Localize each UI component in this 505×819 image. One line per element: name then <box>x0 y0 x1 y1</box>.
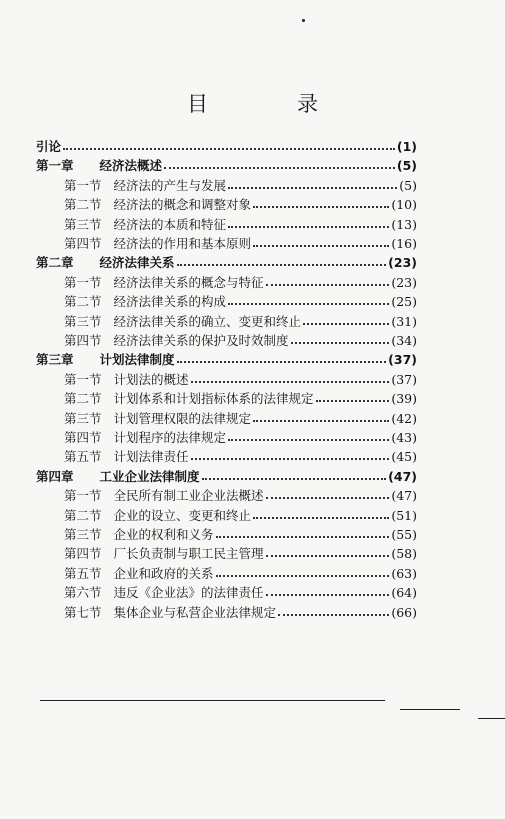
toc-dot-leader <box>253 420 389 422</box>
toc-entry-title: 全民所有制工业企业法概述 <box>113 488 264 504</box>
toc-section-row <box>64 506 417 526</box>
toc-entry-label: 第一节 <box>64 488 102 504</box>
toc-entry-title: 厂长负责制与职工民主管理 <box>113 546 264 562</box>
toc-entry-label: 引论 <box>36 139 62 154</box>
toc-entry-title: 经济法概述 <box>99 158 163 174</box>
toc-page-number: (10) <box>391 197 417 213</box>
toc-entry-label: 第四节 <box>64 333 102 348</box>
toc-dot-leader <box>177 264 387 266</box>
toc-entry-title: 企业的设立、变更和终止 <box>113 507 252 523</box>
toc-entry-title: 计划法律责任 <box>113 449 189 465</box>
toc-page-number: (23) <box>388 255 417 271</box>
toc-section-row <box>64 292 417 312</box>
toc-section-row <box>64 583 417 603</box>
toc-page-number: (1) <box>396 139 417 154</box>
toc-entry-label: 第二节 <box>64 507 102 523</box>
toc-chapter-row <box>36 253 417 273</box>
toc-section-row <box>64 447 417 467</box>
toc-entry-label: 第三章 <box>36 352 74 368</box>
toc-page-number: (5) <box>399 177 417 193</box>
toc-entry-label: 第四章 <box>36 468 74 484</box>
toc-entry-label: 第一节 <box>64 177 102 193</box>
toc-entry-title: 经济法律关系的概念与特征 <box>113 274 264 290</box>
toc-dot-leader <box>266 497 390 499</box>
toc-page-number: (64) <box>391 585 417 601</box>
toc-dot-leader <box>177 361 387 363</box>
toc-section-row <box>64 486 417 506</box>
toc-page-number: (16) <box>391 236 417 251</box>
toc-entry-label: 第五节 <box>64 565 102 581</box>
page-title: 目 录 <box>187 92 352 116</box>
toc-dot-leader <box>253 245 389 247</box>
toc-dot-leader <box>278 614 389 616</box>
toc-page-number: (51) <box>391 507 417 523</box>
toc-entry-label: 第二节 <box>64 197 102 213</box>
toc-entry-title: 计划体系和计划指标体系的法律规定 <box>113 391 314 407</box>
toc-section-row <box>64 603 417 623</box>
toc-entry-title: 计划法的概述 <box>113 371 189 387</box>
toc-dot-leader <box>316 400 390 402</box>
toc-entry-title: 经济法的概念和调整对象 <box>113 197 252 213</box>
toc-section-row <box>64 409 417 429</box>
toc-page-number: (25) <box>391 294 417 310</box>
toc-page-number: (43) <box>391 430 417 445</box>
bottom-rule-2 <box>400 709 460 710</box>
toc-entry-label: 第一节 <box>64 371 102 387</box>
toc-entry-title: 经济法律关系的构成 <box>113 294 227 310</box>
toc-dot-leader <box>228 303 389 305</box>
toc-dot-leader <box>191 381 390 383</box>
toc-dot-leader <box>164 167 395 169</box>
toc-page-number: (39) <box>391 391 417 407</box>
toc-page-number: (47) <box>391 488 417 504</box>
toc-entry-title: 计划法律制度 <box>99 352 175 368</box>
toc-dot-leader <box>228 187 397 189</box>
toc-entry-label: 第三节 <box>64 216 102 232</box>
toc-page-number: (37) <box>391 371 417 387</box>
toc-entry-label: 第四节 <box>64 430 102 445</box>
toc-dot-leader <box>216 536 390 538</box>
toc-entry-title: 违反《企业法》的法律责任 <box>113 585 264 601</box>
toc-page-number: (45) <box>391 449 417 465</box>
toc-entry-label: 第二节 <box>64 294 102 310</box>
toc-page-number: (58) <box>391 546 417 562</box>
toc-entry-label: 第二节 <box>64 391 102 407</box>
toc-entry-label: 第七节 <box>64 604 102 620</box>
toc-section-row <box>64 544 417 564</box>
toc-page-number: (47) <box>388 468 417 484</box>
toc-entry-label: 第六节 <box>64 585 102 601</box>
toc-entry-label: 第三节 <box>64 527 102 542</box>
toc-entry-title: 计划管理权限的法律规定 <box>113 410 252 426</box>
toc-dot-leader <box>63 148 395 150</box>
toc-dot-leader <box>303 323 389 325</box>
toc-dot-leader <box>253 206 389 208</box>
toc-section-row <box>64 428 417 448</box>
toc-section-row <box>64 564 417 584</box>
toc-entry-label: 第四节 <box>64 236 102 251</box>
toc-dot-leader <box>266 594 390 596</box>
toc-section-row <box>64 273 417 293</box>
toc-dot-leader <box>253 517 389 519</box>
toc-entry-title: 经济法的作用和基本原则 <box>113 236 252 251</box>
toc-page-number: (63) <box>391 565 417 581</box>
toc-dot-leader <box>228 226 389 228</box>
toc-chapter-row <box>36 350 417 370</box>
toc-entry-label: 第四节 <box>64 546 102 562</box>
toc-section-row <box>64 331 417 351</box>
toc-entry-label: 第二章 <box>36 255 74 271</box>
toc-entry-label: 第一章 <box>36 158 74 174</box>
toc-entry-title: 计划程序的法律规定 <box>113 430 227 445</box>
toc-entry-label: 第一节 <box>64 274 102 290</box>
toc-section-row <box>64 312 417 332</box>
toc-chapter-row <box>36 156 417 176</box>
toc-dot-leader <box>191 458 390 460</box>
toc-page-number: (42) <box>391 410 417 426</box>
toc-entry-label: 第三节 <box>64 313 102 329</box>
toc-section-row <box>64 525 417 545</box>
toc-page-number: (31) <box>391 313 417 329</box>
scan-speck <box>302 19 305 22</box>
toc-dot-leader <box>291 342 390 344</box>
toc-dot-leader <box>202 478 387 480</box>
toc-dot-leader <box>266 284 390 286</box>
toc-dot-leader <box>228 439 389 441</box>
toc-section-row <box>64 234 417 254</box>
toc-entry-title: 经济法的本质和特征 <box>113 216 227 232</box>
toc-dot-leader <box>266 555 390 557</box>
toc-entry-title: 企业的权利和义务 <box>113 527 214 542</box>
bottom-rule-3 <box>478 718 505 719</box>
toc-entry-title: 经济法律关系的保护及时效制度 <box>113 333 289 348</box>
toc-page-number: (5) <box>396 158 417 174</box>
toc-chapter-row <box>36 467 417 487</box>
toc-page-number: (55) <box>391 527 417 542</box>
toc-section-row <box>64 215 417 235</box>
toc-entry-title: 经济法律关系的确立、变更和终止 <box>113 313 302 329</box>
toc-entry-title: 集体企业与私营企业法律规定 <box>113 604 277 620</box>
toc-section-row <box>64 389 417 409</box>
toc-page-number: (66) <box>391 604 417 620</box>
toc-page-number: (34) <box>391 333 417 348</box>
toc-entry-title: 企业和政府的关系 <box>113 565 214 581</box>
toc-page-number: (13) <box>391 216 417 232</box>
toc-chapter-row <box>36 137 417 157</box>
toc-entry-label: 第三节 <box>64 410 102 426</box>
toc-dot-leader <box>216 575 390 577</box>
toc-entry-title: 工业企业法律制度 <box>99 468 200 484</box>
toc-section-row <box>64 176 417 196</box>
bottom-rule-1 <box>40 700 385 701</box>
toc-entry-label: 第五节 <box>64 449 102 465</box>
toc-section-row <box>64 370 417 390</box>
toc-entry-title: 经济法律关系 <box>99 255 175 271</box>
toc-page-number: (23) <box>391 274 417 290</box>
table-of-contents <box>0 137 505 637</box>
toc-section-row <box>64 195 417 215</box>
toc-page-number: (37) <box>388 352 417 368</box>
toc-entry-title: 经济法的产生与发展 <box>113 177 227 193</box>
